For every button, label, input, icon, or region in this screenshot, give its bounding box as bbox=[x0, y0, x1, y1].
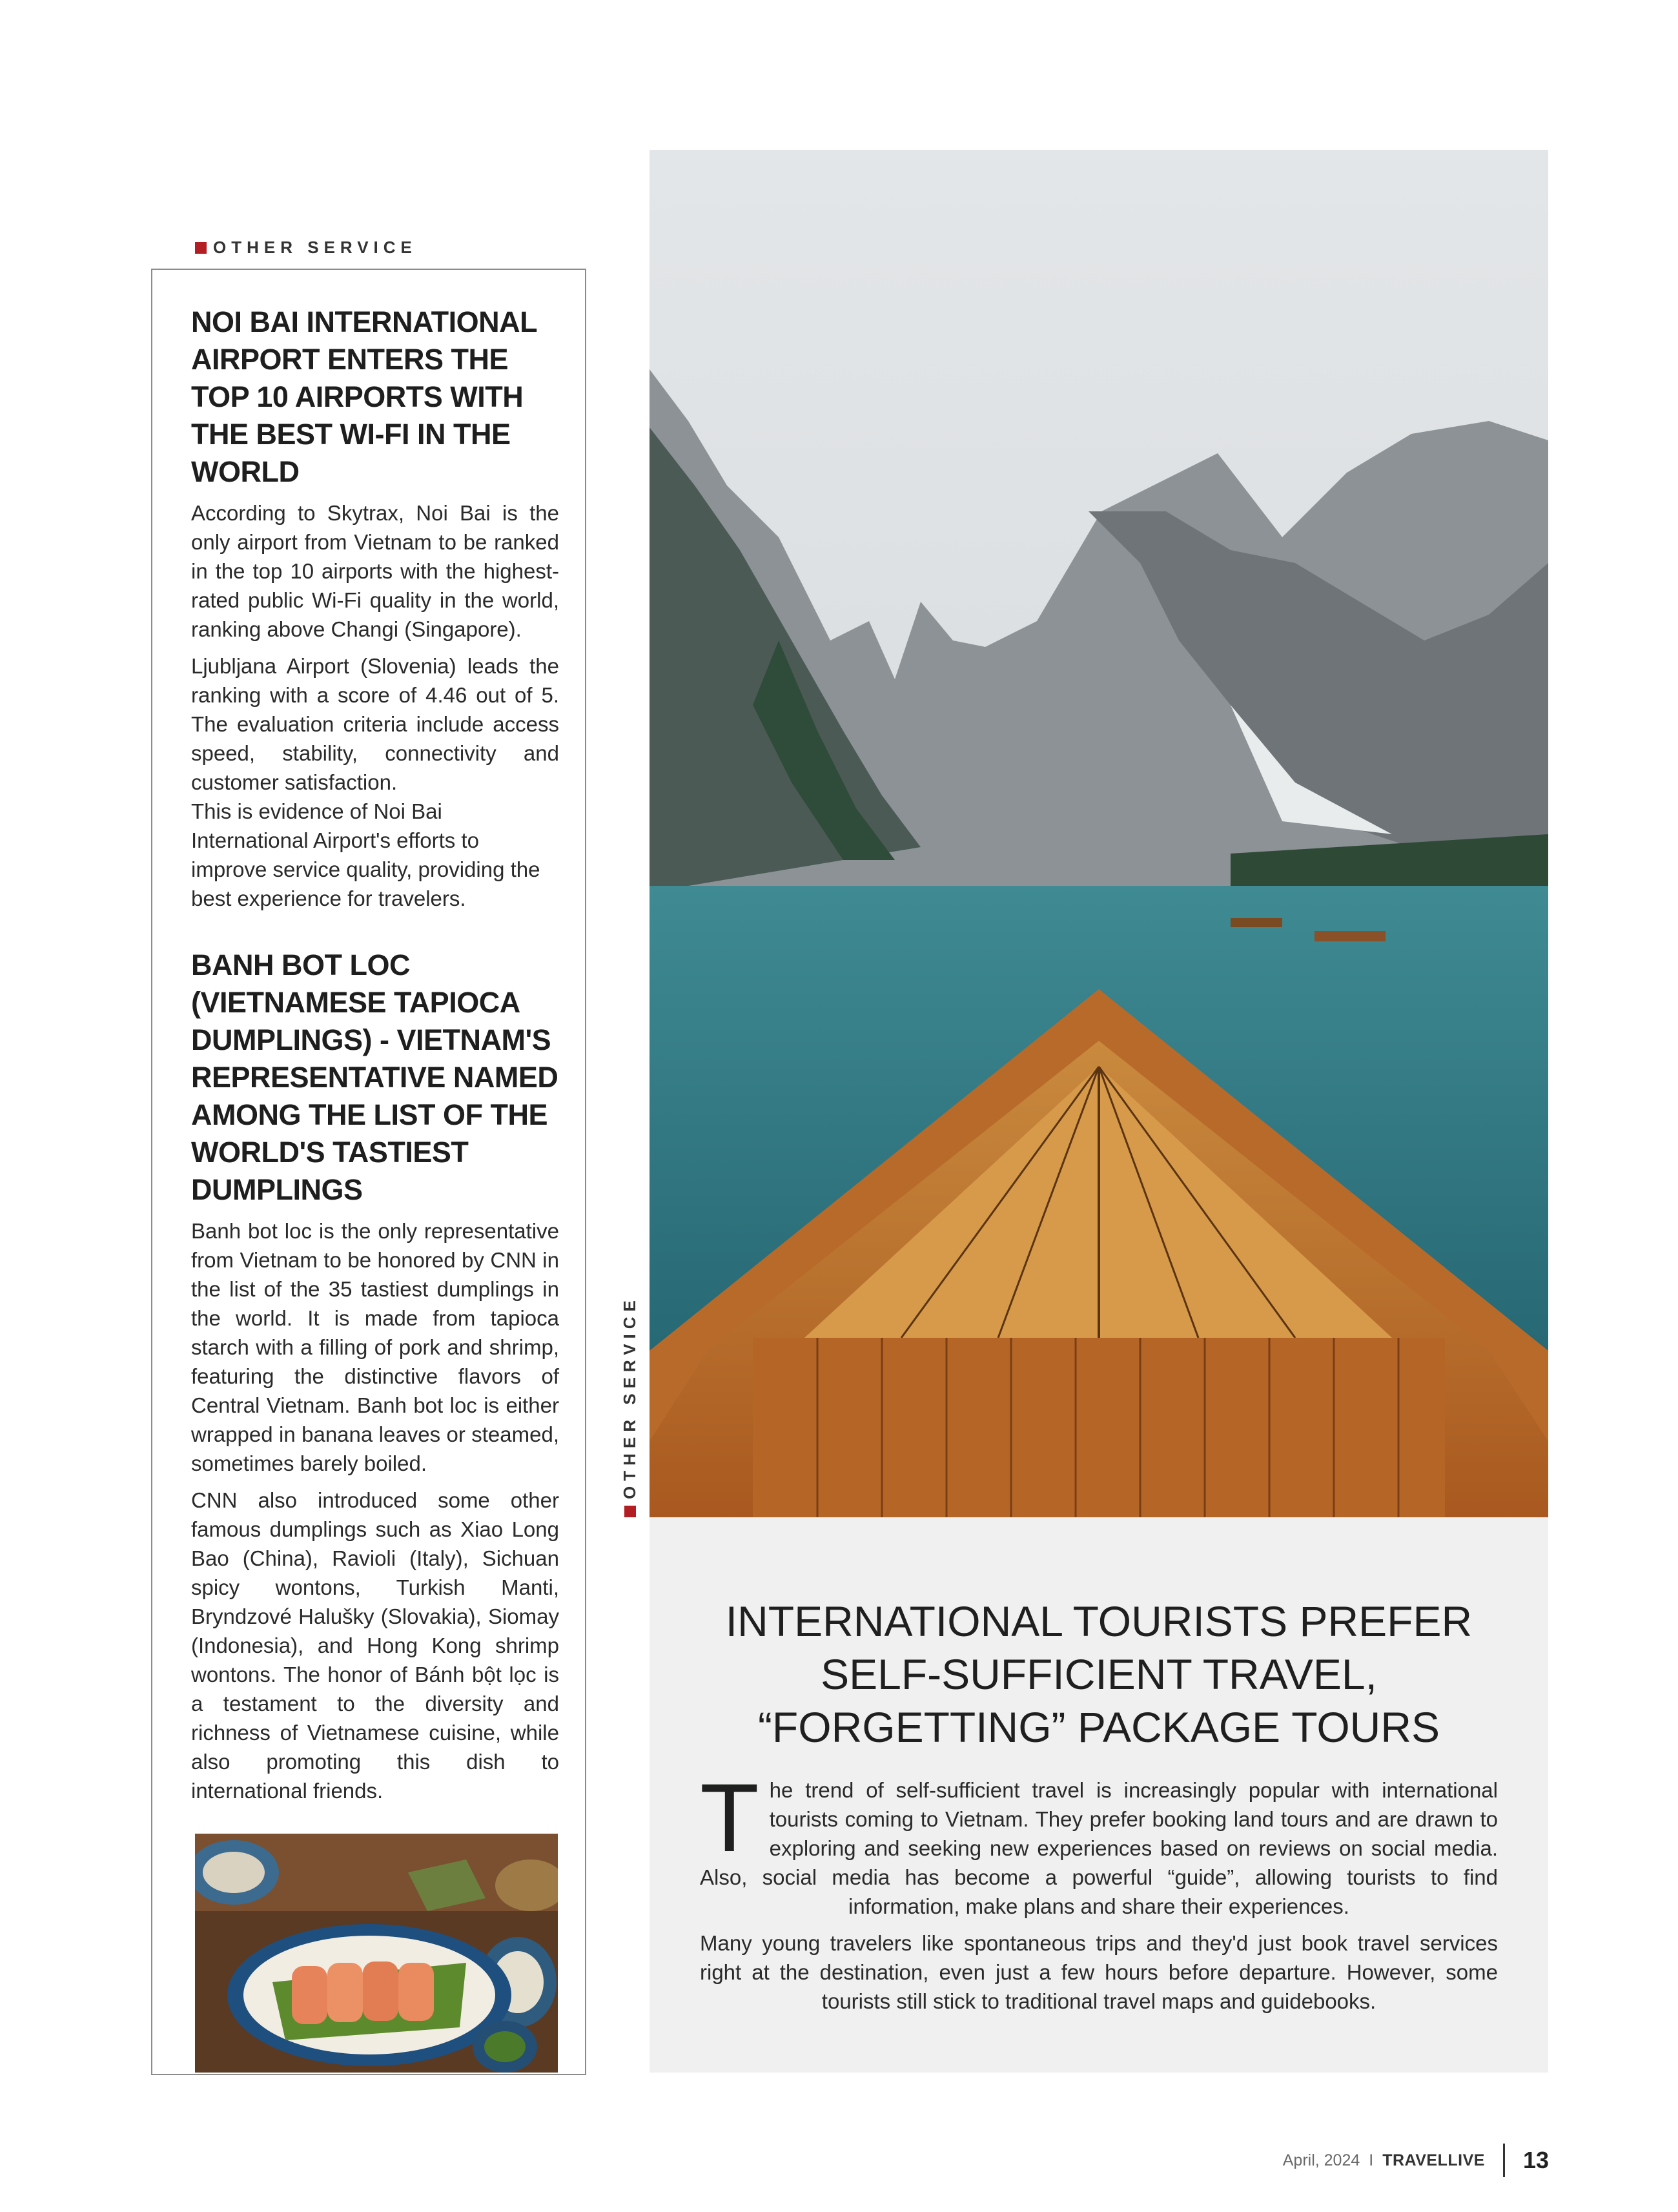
vertical-section-label bbox=[620, 1295, 640, 1517]
issue-date: April, 2024 bbox=[1282, 2151, 1360, 2169]
page-footer bbox=[1283, 2144, 1549, 2177]
article-paragraph: Banh bot loc is the only representative from Vietnam to be honored by CNN in the list of the 35 tastiest dumplings in the world. It is made from tapioca starch with a filling of pork and shrimp, featuring the distinctive flavors of Central Vietnam. Banh bot loc is either wrapped in banana leaves or steamed, sometimes barely boiled. bbox=[191, 1219, 559, 1475]
article-noi-bai bbox=[191, 303, 559, 913]
footer-divider bbox=[1503, 2144, 1505, 2177]
section-label-text: OTHER SERVICE bbox=[213, 238, 417, 257]
mountain-lake-image bbox=[650, 150, 1548, 1517]
feature-body bbox=[700, 1763, 1498, 2023]
red-square-icon bbox=[624, 1506, 636, 1517]
article-paragraph: Ljubljana Airport (Slovenia) leads the ranking with a score of 4.46 out of 5. The evaluation criteria include access speed, stability, connectivity and customer satisfaction. bbox=[191, 654, 559, 794]
footer-separator: I bbox=[1369, 2151, 1374, 2169]
page-number: 13 bbox=[1522, 2147, 1549, 2173]
article-headline: NOI BAI INTERNATIONAL AIRPORT ENTERS THE TOP 10 AIRPORTS WITH THE BEST WI-FI IN THE WORLD bbox=[191, 305, 537, 488]
food-photo bbox=[195, 1834, 558, 2073]
drop-cap: T bbox=[700, 1763, 759, 1872]
feature-paragraph: Many young travelers like spontaneous trips and they'd just book travel services right at the destination, even just a few hours before departure. However, some tourists still stick to traditional travel maps and guidebooks. bbox=[700, 1931, 1498, 2013]
vertical-section-label-text: OTHER SERVICE bbox=[620, 1295, 639, 1499]
article-paragraph: According to Skytrax, Noi Bai is the only airport from Vietnam to be ranked in the top 10 airports with the highest-rated public Wi-Fi quality in the world, ranking above Changi (Singapore). bbox=[191, 501, 559, 641]
feature-paragraph-text: he trend of self-sufficient travel is increasingly popular with international tourists coming to Vietnam. They prefer booking land tours and are drawn to exploring and seeking new experiences based on reviews on social media. Also, social media has become a powerful “guide”, allowing tourists to find information, make plans and share their experiences. bbox=[700, 1778, 1498, 1918]
article-paragraph: CNN also introduced some other famous dumplings such as Xiao Long Bao (China), Ravioli (Italy), Sichuan spicy wontons, Turkish Manti, Bryndzové Halušky (Slovakia), Siomay (Indonesia), and Hong Kong shrimp wontons. The honor of Bánh bột lọc is a testament to the diversity and richness of Vietnamese cuisine, while also promoting this dish to international friends. bbox=[191, 1488, 559, 1803]
section-label bbox=[195, 238, 417, 258]
feature-title: INTERNATIONAL TOURISTS PREFER SELF-SUFFICIENT TRAVEL, “FORGETTING” PACKAGE TOURS bbox=[725, 1597, 1473, 1751]
lake-boat-photo bbox=[650, 150, 1548, 1517]
red-square-icon bbox=[195, 242, 207, 254]
feature-paragraph bbox=[700, 1763, 1498, 1921]
article-paragraph: This is evidence of Noi Bai International Airport's efforts to improve service quality, providing the best experience for travelers. bbox=[191, 799, 540, 910]
article-headline: BANH BOT LOC (VIETNAMESE TAPIOCA DUMPLINGS) - VIETNAM'S REPRESENTATIVE NAMED AMONG THE LIST OF THE WORLD'S TASTIEST DUMPLINGS bbox=[191, 948, 558, 1206]
dumplings-image bbox=[195, 1834, 558, 2073]
article-banh-bot-loc bbox=[191, 947, 559, 1805]
magazine-brand: TRAVELLIVE bbox=[1382, 2151, 1485, 2169]
